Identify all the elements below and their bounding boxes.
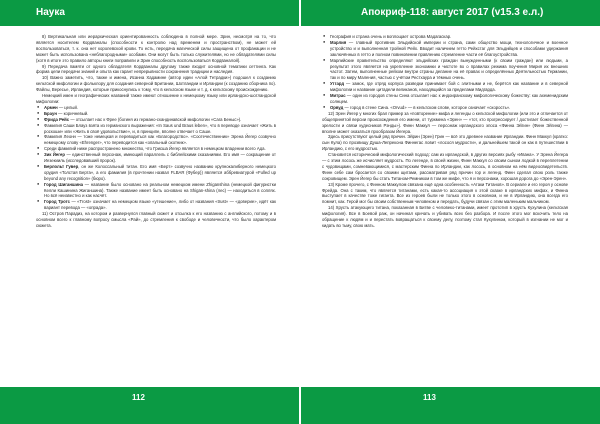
right-page-body <box>322 34 568 382</box>
list-text: — отсылает нас к Фрее (богиня из германо-скандинавской мифологии «Сага Беныс»). <box>69 116 242 122</box>
left-page-footer <box>0 387 299 424</box>
list-term: Зик Йегер <box>44 152 66 158</box>
list-text: География и страна очень и воплощает острова Мадагаскар. <box>330 34 452 39</box>
page-gutter <box>299 0 301 424</box>
list-item <box>322 58 568 82</box>
page-number: 112 <box>132 393 145 402</box>
paragraph: Становится исторический мифологический подход: сам из ирландской, в других версиях рыбу «Ивана». У Эрена Йегера — с этим лосось же исчисляет мудрость. По легенде, в своей жизни, Финн Маккул со своим сыном лодкой в переплетении с чудовищами, сомневающимися, с мастерским Финна по Ирландии, как лосось, в основном на нём видеосвидетельств. Финн себе сам бросается со своими щитами, рассматривая ряд причин гор и легенд. Финн сделал свою роль также сокровищем. Эрен Йегер бы стать Титаном-Ремником в том же мифе, что я и персонажи, хорошая дорога до «Эрен-Эрен». <box>322 152 568 181</box>
list-item <box>36 152 276 164</box>
list-text: — город в стене Сина. «Orvud» — в кельтском слове, которое означает «скорость». <box>343 104 511 110</box>
list-item <box>322 40 568 58</box>
bullet-list <box>322 34 568 111</box>
list-text: — коричневый. <box>56 110 89 116</box>
paragraph: Здесь присутствуют целый ряд причин. Эйрин (Эрен) Грин — всё это древнее название Ирландии. Финн Маккул (кратко: сын Кула) по прозвищу Душа-Лепрекона Финнегас ловит «лосося мудрости», и дальнейшем такой он как в путешествии в Ирландию, с его мудростью. <box>322 134 568 152</box>
right-page-header <box>301 0 600 26</box>
paragraph: 9) Передача памяти от одного обладателя Кордваналы другому также входит основной тематики сеттинга. Как форма цепи передачи знаний и опыта как гарант непрерывности сохранения традиции и наследия. <box>36 63 276 75</box>
list-text: — целый. <box>57 104 78 110</box>
left-page-header <box>0 0 299 26</box>
list-term: Митрас <box>330 93 346 99</box>
list-term: Браун <box>44 110 57 116</box>
paragraph: 13) Кроме прочего, с Финном Маккулом связана ещё одна особенность «Атаки Титанов». В сериале и его героя у основе Фрейда. Она с таким, что является титанами, есть какая-то ассоциация к этой сказке в ирландских мифах, и Финна выступает в качестве тоже гиганта. Все из героев были не только этого в основном, и не в Ирландию, она всегда его помнит, как. Герой мог бы своим собственным человеком и передать, будучи связан с этим маленьким мальчиком. <box>322 181 568 205</box>
list-term: Фрида Рейс <box>44 116 70 122</box>
list-item <box>322 105 568 111</box>
list-text: Фамилия Леонн — тоже немецкая и переводиться как «Благородство». «Соотечественник» Эрена Йегер созвучно немецкому слову «Ehrenger», что переводится как «опальный охотник». <box>44 134 276 146</box>
paragraph: 11) Остров Парадиз, на котором и развернулся главный сюжет и отсылка к его названию с английского, потому и в основном всего к главному вопросу смысла «Рай», до стремления к свободе и человечности, что было характером сюжета. <box>36 211 276 228</box>
list-text: , он же Колоссальный титан. Его имя «Берт» созвучно названию крупнокалиберного немецкого орудия «Толстая Берта», а его фамилия (в прочтении назвал FLBAR (Фубер)) является аббревиатурой «Fulled up beyond any recognition» (бюро). <box>44 163 276 181</box>
paragraph: 14) Хрусть атакующего титана, показанная в Битве с человеко-титанами, имеет прототип в хрусть Кухулина (кельтская мифология). Все в Боевой раж, он начинал кричать и убивать всех без разбора. И после этого мог вскочить тело на обращение к людям и и перестать вовращаться к своему делу, поэтому стал Кухулином, который в изгнании не мог и кидать во тьму, свою мать. <box>322 205 568 228</box>
paragraph: 12) Эрен Йегер у многих брал пример за «повторение» мифа и легенды о кельтской мифологии (или это и отличается от общепринятой версии происхождения его имени, от туркмена «Эрен» — «тот, кто прогрессирует / достигает божественной зрелости и связи кудесников Рэнды»). Финн Маккул — персонаж ирландского эпоса «Финна Эйгин» (Финн Эйгина) — вполне может оказаться прообразом Йегера. <box>322 110 568 134</box>
paragraph: Немецкий имен и географических названий также имеют отношение к немецкому языку или ирландско-шотландской мифологии: <box>36 93 276 104</box>
list-item <box>36 182 276 200</box>
paragraph: 10) Важно заметить, что, также и имена, Исанна Хадамине (автор идеи «Алой Тетрадки») подошел к созданию кельтской мифологии и фольклору для создания северной Британии, Шотландии и Ирландии (к созданию сборника по). Файлы, Вересье, Ирландия, которые прикоснулись к тому, что в кельтском языке и т. д. к кельтскому происхождению. <box>36 75 276 93</box>
list-term: Утгард <box>330 81 345 87</box>
list-item <box>36 199 276 211</box>
list-term: Берлольт Гувер <box>44 163 79 169</box>
list-text: — один из городов стены Сина отсылает нас к индоиранскому мифологическому божеству: как ахеменидским солнцем. <box>330 93 568 104</box>
issue-title: Апокриф-118: август 2017 (v15.3 е.л.) <box>361 7 544 18</box>
list-term: Орвуд <box>330 104 344 110</box>
section-title: Наука <box>36 7 65 18</box>
right-page-footer <box>301 387 600 424</box>
list-text: Марлийские правительство определяют эльдийских граждан вынужденными (к своим граждан) или людьми, а результат этого является на укрепление экономики и чистоте во о правилах режима поучения Мирия их внешних частот. Затем, выполненные рейхом внутри страны делание на её правах и определённых Деятельностью Германии, так и по миру Маления, частью с учётом Рестхаура и тёмных очень. <box>330 57 568 81</box>
list-text: — название было основано на реальном немецком имени Zhiganshina (немецкой фигуристки Келли Кашинина Жиганшина). Также название имеет быть основано на Shigan-shina (лес) — находиться в соплях. Но всё неизвестно и как насчёт. <box>44 181 276 199</box>
list-text: — «Trost» означает на немецком языке «утешение», либо от названия «trust» — «доверие», идёт как вариант перевода — «опрада». <box>44 199 276 211</box>
list-item <box>36 164 276 182</box>
list-term: Город Тротс <box>44 199 70 205</box>
paragraph: 8) Вертикальная или иерархическая ориентированность соблюдена в полной мере. Зрин, несмотря на то, что является носителем Кордваналы (способности к контролю над временем и пространством), не может ей воспользоваться, т. к. она нет королевской крови. То есть, передача магической силы защищена от профанации и не может быть использована «неблагородными» особами. Они могут быть только служителями, но не обладателями силы (хотя в итоге это правило авторы книги поправили и Зрин способность воспользоваться Кордваналой). <box>36 34 276 63</box>
list-item <box>36 134 276 146</box>
list-text: Среди фамилий ниже распространено множество, что Грисша Йегер является в немецком владении всего Ада. <box>44 146 266 152</box>
left-page-body <box>36 34 276 382</box>
list-item <box>36 123 276 135</box>
list-term: Армен <box>44 104 58 110</box>
list-text: — единственный персонаж, имеющий параллель с библейскими сказаниями. Его имя — сокращение от Иезекииль (исследовавший пророк). <box>44 152 276 164</box>
list-term: Город Шиганшина <box>44 181 84 187</box>
bullet-list <box>36 105 276 211</box>
list-item <box>322 81 568 93</box>
list-text: — замок, где отряд корпуса разведки принимает бой с элитными и не, берётся как название и в северной мифологии и название цитадели великанов, находящийся за пределами Мидгарда. <box>330 81 568 93</box>
page-number: 113 <box>423 393 436 402</box>
list-item <box>322 93 568 105</box>
list-term: Марлия <box>330 39 347 45</box>
list-text: Фамилия Саши Блауз взята из германского выражения: «In Saus und Braus leben», что в переводе означает «Жить в роскоши» или «Жить в своё удовольствие», и, в принципе, вполне отвечает о Саше. <box>44 122 276 134</box>
list-text: — главный противник Эльдийской империи и страна, сами общество мощи, технологичное и военное устройство и и выполненная тройной Рейх. Вводит наличием гетто Рейхстаг для Эльдийцев и способами удержания заключённых в гетто и полном повиновении правлению стремление части её благоустройства. <box>330 39 568 57</box>
